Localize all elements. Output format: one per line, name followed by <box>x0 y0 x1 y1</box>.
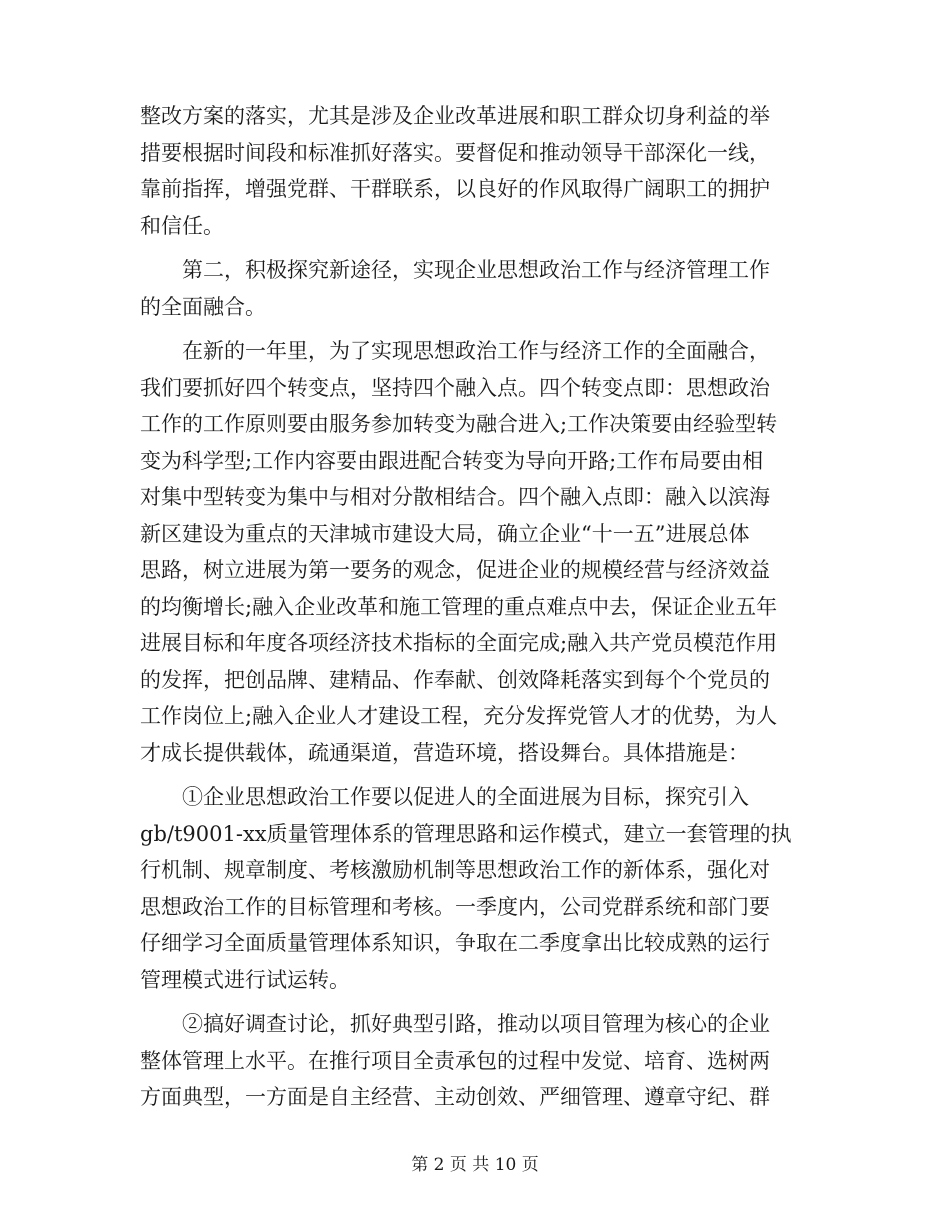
body-line: 工作的工作原则要由服务参加转变为融合进入;工作决策要由经验型转 <box>140 412 778 436</box>
body-line: 的均衡增长;融入企业改革和施工管理的重点难点中去，保证企业五年 <box>140 594 778 619</box>
body-line: 的全面融合。 <box>140 294 266 319</box>
body-line: 新区建设为重点的天津城市建设大局，确立企业“十一五”进展总体 <box>140 521 750 546</box>
body-line: 行机制、规章制度、考核激励机制等思想政治工作的新体系，强化对 <box>140 858 770 882</box>
body-line: 第二，积极探究新途径，实现企业思想政治工作与经济管理工作 <box>140 258 770 282</box>
body-line: 我们要抓好四个转变点，坚持四个融入点。四个转变点即：思想政治 <box>140 375 770 400</box>
body-line: 才成长提供载体，疏通渠道，营造环境，搭设舞台。具体措施是： <box>140 740 749 765</box>
body-line: 措要根据时间段和标准抓好落实。要督促和推动领导干部深化一线， <box>140 140 770 165</box>
body-line: 进展目标和年度各项经济技术指标的全面完成;融入共产党员模范作用 <box>140 631 778 655</box>
body-line: 管理模式进行试运转。 <box>140 967 350 992</box>
body-line: 靠前指挥，增强党群、干群联系，以良好的作风取得广阔职工的拥护 <box>140 177 770 201</box>
body-line: 和信任。 <box>140 213 224 238</box>
body-line: 变为科学型;工作内容要由跟进配合转变为导向开路;工作布局要由相 <box>140 448 764 473</box>
body-line: 在新的一年里，为了实现思想政治工作与经济工作的全面融合， <box>140 339 770 363</box>
body-line: 整改方案的落实，尤其是涉及企业改革进展和职工群众切身利益的举 <box>140 104 770 128</box>
body-line: 整体管理上水平。在推行项目全责承包的过程中发觉、培育、选树两 <box>140 1048 770 1073</box>
body-line: ②搞好调查讨论，抓好典型引路，推动以项目管理为核心的企业 <box>140 1012 770 1036</box>
body-line: 的发挥，把创品牌、建精品、作奉献、创效降耗落实到每个个党员的 <box>140 667 770 692</box>
body-line: 方面典型，一方面是自主经营、主动创效、严细管理、遵章守纪、群 <box>140 1085 770 1109</box>
document-body <box>140 98 810 1116</box>
page-footer: 第 2 页 共 10 页 <box>411 1155 539 1175</box>
body-line: 对集中型转变为集中与相对分散相结合。四个融入点即：融入以滨海 <box>140 485 770 509</box>
body-line: 思想政治工作的目标管理和考核。一季度内，公司党群系统和部门要 <box>140 894 770 919</box>
body-line: 工作岗位上;融入企业人才建设工程，充分发挥党管人才的优势，为人 <box>140 704 778 728</box>
body-line: 思路，树立进展为第一要务的观念，促进企业的规模经营与经济效益 <box>140 558 770 582</box>
body-line: 仔细学习全面质量管理体系知识，争取在二季度拿出比较成熟的运行 <box>140 931 770 955</box>
body-line: ①企业思想政治工作要以促进人的全面进展为目标，探究引入 <box>140 785 749 809</box>
body-line: gb/t9001-xx质量管理体系的管理思路和运作模式，建立一套管理的执 <box>140 821 792 846</box>
